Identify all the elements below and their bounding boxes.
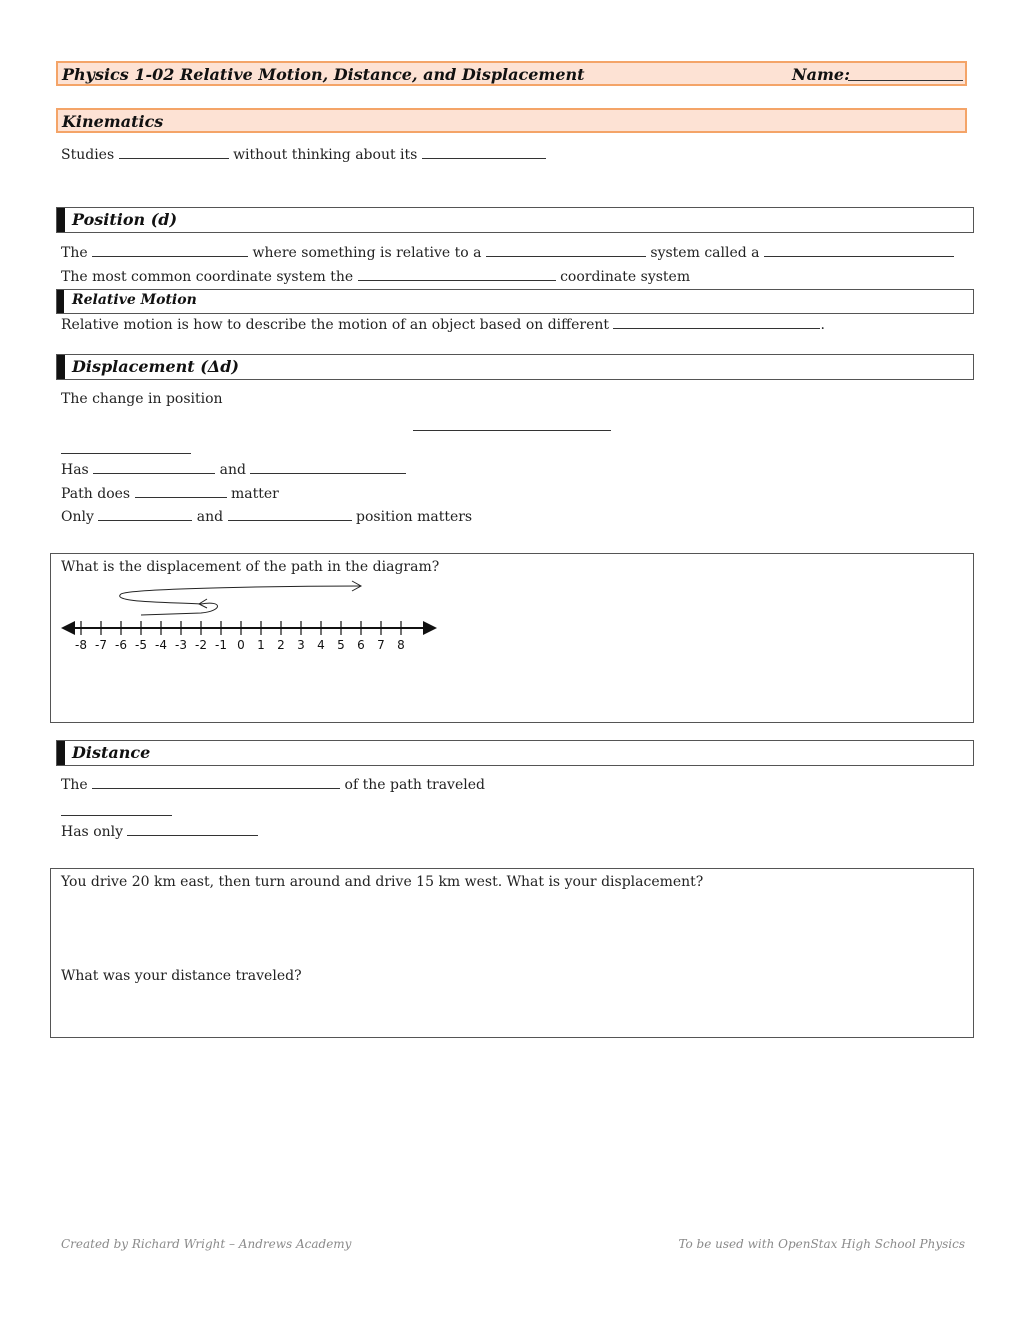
question-1-box[interactable] <box>50 553 974 723</box>
title-header <box>56 61 967 86</box>
tick-label: -8 <box>75 638 87 652</box>
blank[interactable] <box>127 822 258 836</box>
path-curve <box>120 586 361 615</box>
page-title: Physics 1-02 Relative Motion, Distance, and Displacement <box>62 65 585 84</box>
displacement-only: Only and position matters <box>61 509 473 525</box>
blank-distance-formula[interactable] <box>61 802 172 816</box>
blank[interactable] <box>486 243 646 257</box>
tick-label: -4 <box>155 638 167 652</box>
tick-label: -2 <box>195 638 207 652</box>
blank[interactable] <box>422 145 546 159</box>
displacement-header <box>56 354 974 380</box>
number-line-diagram <box>59 580 459 660</box>
kinematics-heading: Kinematics <box>62 112 164 131</box>
blank[interactable] <box>135 484 227 498</box>
displacement-path: Path does matter <box>61 486 279 502</box>
question-1-text: What is the displacement of the path in the diagram? <box>61 559 440 575</box>
displacement-heading: Displacement (Δd) <box>72 357 239 376</box>
tick-label: 4 <box>317 638 325 652</box>
displacement-line-1: The change in position <box>61 391 223 407</box>
blank[interactable] <box>119 145 229 159</box>
displacement-has: Has and <box>61 460 406 479</box>
tick-label: 3 <box>297 638 305 652</box>
distance-has-only: Has only <box>61 822 258 841</box>
tick-label: -3 <box>175 638 187 652</box>
question-2-text-1: You drive 20 km east, then turn around and drive 15 km west. What is your displacement? <box>61 874 704 890</box>
blank[interactable] <box>613 315 820 329</box>
distance-line-1: The of the path traveled <box>61 777 485 793</box>
position-line-2: The most common coordinate system the coordinate system <box>61 269 691 285</box>
tick-label: 0 <box>237 638 245 652</box>
left-arrowhead-icon <box>61 621 75 635</box>
blank[interactable] <box>764 243 954 257</box>
name-blank[interactable] <box>848 67 963 81</box>
position-heading: Position (d) <box>72 210 178 229</box>
distance-header <box>56 740 974 766</box>
relative-motion-heading: Relative Motion <box>72 292 197 308</box>
tick-label: -1 <box>215 638 227 652</box>
tick-label: 6 <box>357 638 365 652</box>
blank[interactable] <box>358 267 556 281</box>
question-2-box[interactable] <box>50 868 974 1038</box>
kinematics-header <box>56 108 967 133</box>
name-label: Name: <box>792 65 851 84</box>
tick-label: 5 <box>337 638 345 652</box>
blank-formula-left[interactable] <box>61 440 191 454</box>
blank-formula-top[interactable] <box>413 417 611 431</box>
relative-motion-line: Relative motion is how to describe the motion of an object based on different . <box>61 317 825 333</box>
distance-heading: Distance <box>72 743 151 762</box>
relative-motion-header <box>56 289 974 314</box>
blank[interactable] <box>92 775 340 789</box>
blank[interactable] <box>92 243 248 257</box>
tick-label: 7 <box>377 638 385 652</box>
question-2-text-2: What was your distance traveled? <box>61 968 302 984</box>
tick-label: 1 <box>257 638 265 652</box>
tick-label: -6 <box>115 638 127 652</box>
blank[interactable] <box>228 507 352 521</box>
position-header <box>56 207 974 233</box>
tick-label: -5 <box>135 638 147 652</box>
blank[interactable] <box>250 460 406 474</box>
blank[interactable] <box>93 460 215 474</box>
right-arrowhead-icon <box>423 621 437 635</box>
footer-right: To be used with OpenStax High School Physics <box>678 1237 965 1251</box>
kinematics-line: Studies without thinking about its <box>61 145 546 164</box>
footer-left: Created by Richard Wright – Andrews Academy <box>61 1237 352 1251</box>
position-line-1: The where something is relative to a system called a <box>61 243 954 262</box>
tick-label: -7 <box>95 638 107 652</box>
blank[interactable] <box>98 507 192 521</box>
tick-label: 2 <box>277 638 285 652</box>
tick-label: 8 <box>397 638 405 652</box>
